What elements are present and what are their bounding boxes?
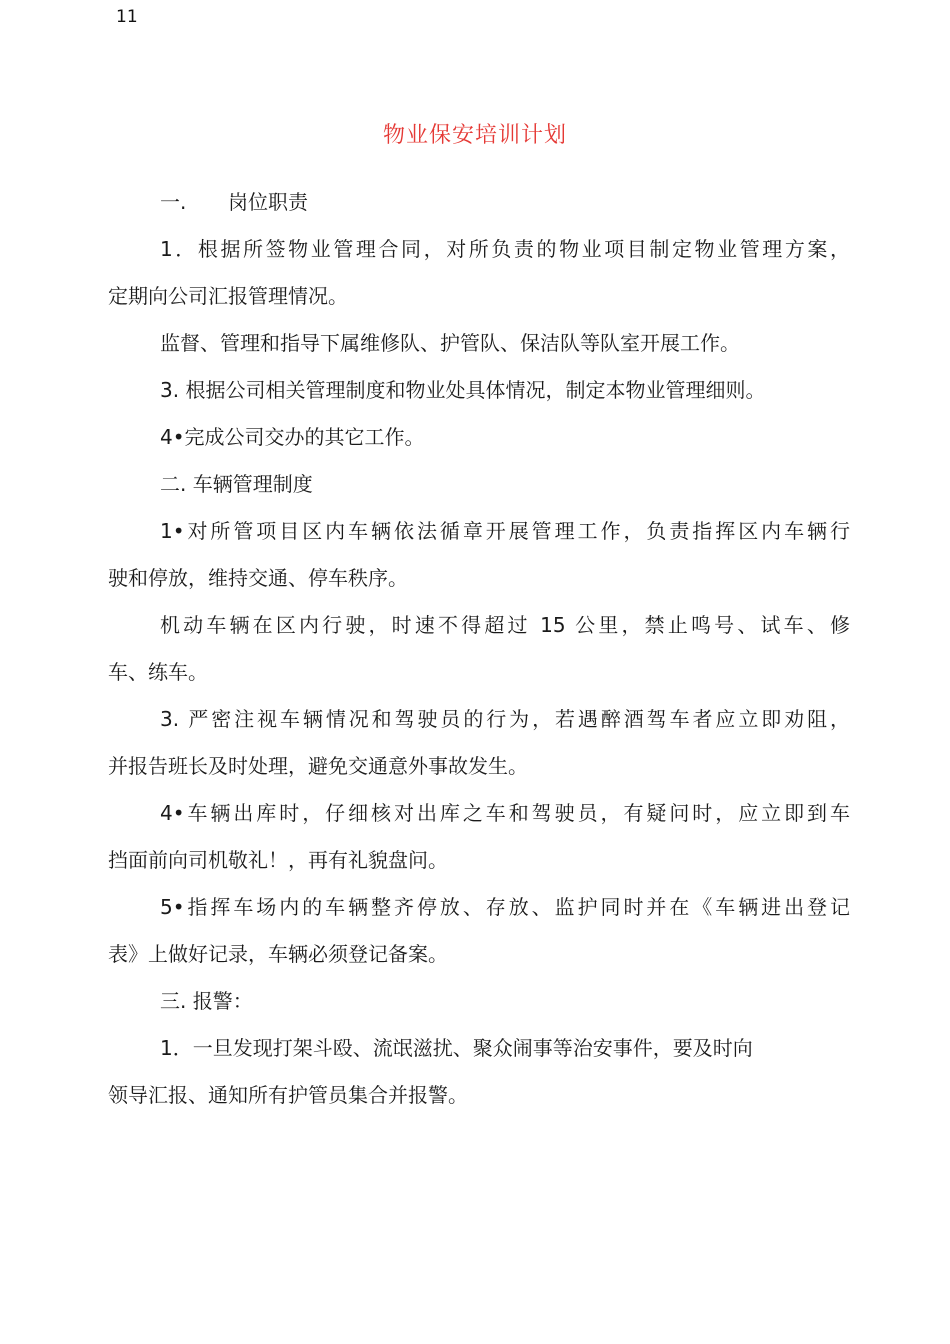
paragraph-line: 4•车辆出库时，仔细核对出库之车和驾驶员，有疑问时，应立即到车 [160,801,850,825]
section-title: 岗位职责 [228,190,308,214]
paragraph-line: 机动车辆在区内行驶，时速不得超过 15 公里，禁止鸣号、试车、修 [160,613,850,637]
paragraph-line: 车、练车。 [108,660,208,684]
paragraph-line: 挡面前向司机敬礼！，再有礼貌盘问。 [108,848,448,872]
paragraph-line: 监督、管理和指导下属维修队、护管队、保洁队等队室开展工作。 [160,331,740,355]
paragraph-line: 5•指挥车场内的车辆整齐停放、存放、监护同时并在《车辆进出登记 [160,895,850,919]
section-heading-2: 二. 车辆管理制度 [160,472,313,496]
paragraph-line: 4•完成公司交办的其它工作。 [160,425,425,449]
paragraph-line: 并报告班长及时处理，避免交通意外事故发生。 [108,754,528,778]
document-title: 物业保安培训计划 [382,123,567,148]
paragraph-line: 1．根据所签物业管理合同，对所负责的物业项目制定物业管理方案， [160,237,850,261]
section-heading-3: 三. 报警： [160,989,253,1013]
paragraph-line: 驶和停放，维持交通、停车秩序。 [108,566,408,590]
paragraph-line: 领导汇报、通知所有护管员集合并报警。 [108,1083,468,1107]
paragraph-line: 3. 严密注视车辆情况和驾驶员的行为，若遇醉酒驾车者应立即劝阻， [160,707,850,731]
section-number: 一. [160,190,187,214]
paragraph-line: 1•对所管项目区内车辆依法循章开展管理工作，负责指挥区内车辆行 [160,519,850,543]
page-number: 11 [116,7,138,27]
paragraph-line: 定期向公司汇报管理情况。 [108,284,348,308]
paragraph-line: 1．一旦发现打架斗殴、流氓滋扰、聚众闹事等治安事件，要及时向 [160,1036,753,1060]
paragraph-line: 表》上做好记录，车辆必须登记备案。 [108,942,448,966]
section-heading-1 [160,186,850,218]
paragraph-line: 3. 根据公司相关管理制度和物业处具体情况，制定本物业管理细则。 [160,378,766,402]
